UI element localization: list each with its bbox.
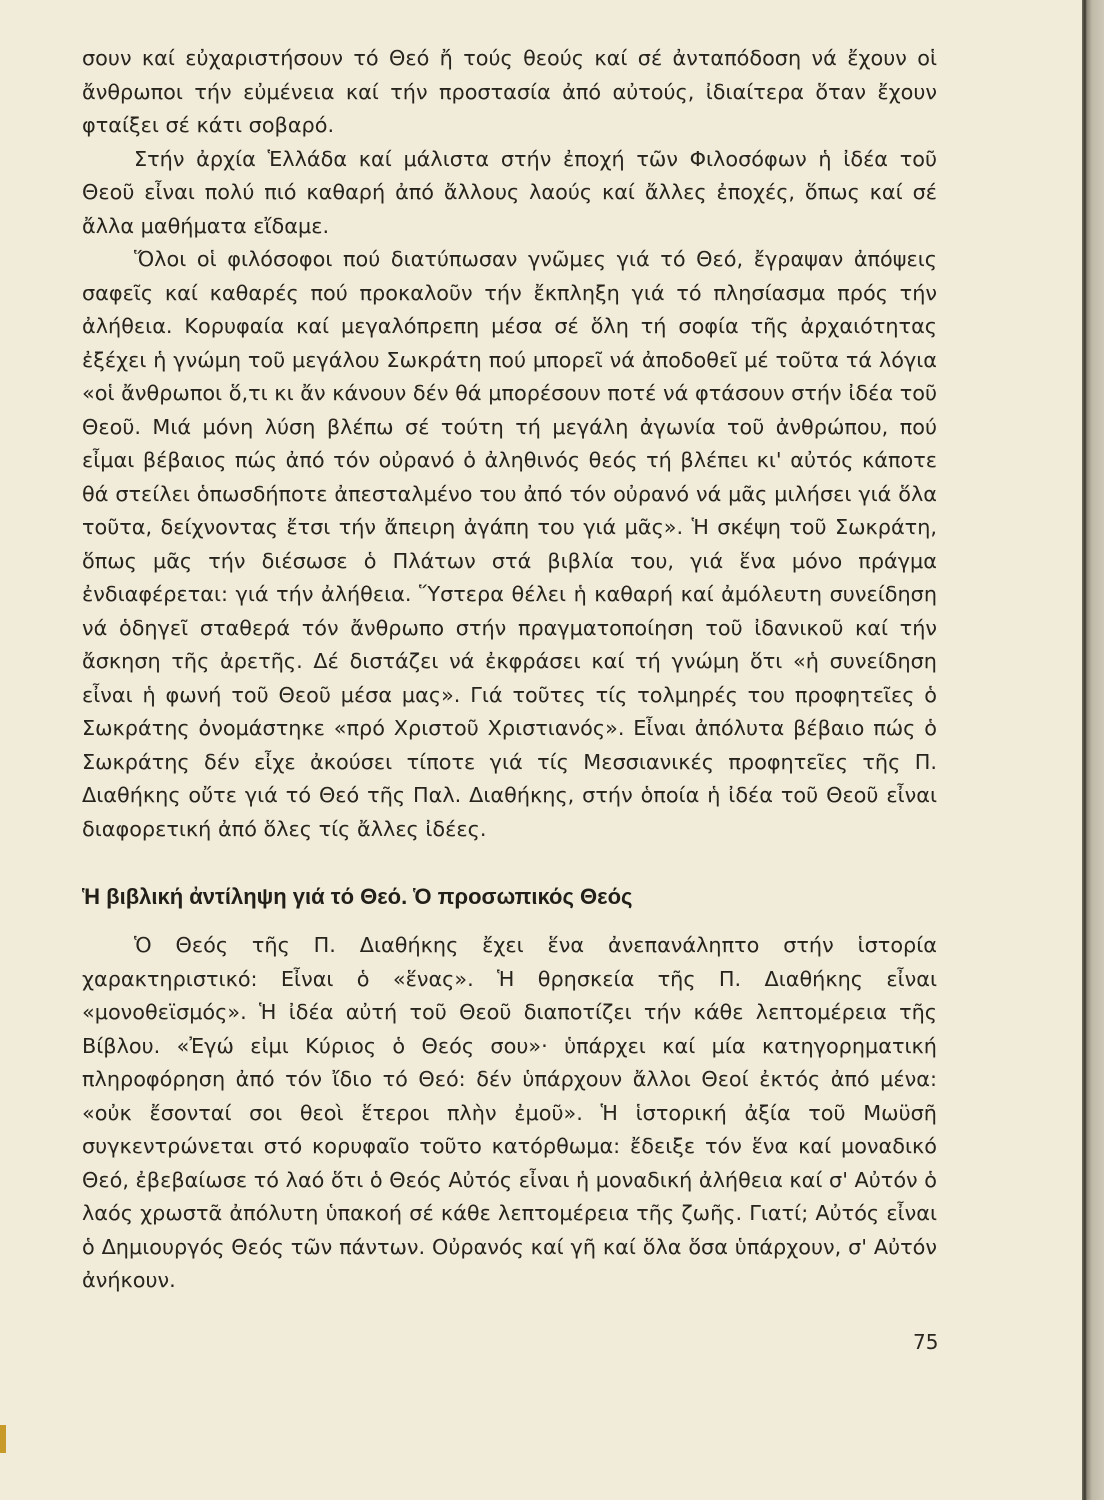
paragraph-ancient-greece: Στήν ἀρχία Ἑλλάδα καί μάλιστα στήν ἐποχή τῶν Φιλοσόφων ἡ ἰδέα τοῦ Θεοῦ εἶναι πολύ πιό καθαρή ἀπό ἄλλους λαούς καί ἄλλες ἐποχές, ὅπως καί σέ ἄλλα μαθήματα εἴδαμε.	[82, 146, 937, 238]
page-number: 75	[913, 1330, 939, 1354]
paragraph-socrates: Ὅλοι οἱ φιλόσοφοι πού διατύπωσαν γνῶμες γιά τό Θεό, ἔγραψαν ἀπόψεις σαφεῖς καί καθαρές πού προκαλοῦν τήν ἔκπληξη γιά τό πλησίασμα πρός τήν ἀλήθεια. Κορυφαία καί μεγαλόπρεπη μέσα σέ ὅλη τή σοφία τῆς ἀρχαιότητας ἐξέχει ἡ γνώμη τοῦ μεγάλου Σωκράτη πού μπορεῖ νά ἀποδοθεῖ μέ τοῦτα τά λόγια «οἱ ἄνθρωποι ὅ,τι κι ἄν κάνουν δέν θά μπορέσουν ποτέ νά φτάσουν στήν ἰδέα τοῦ Θεοῦ. Μιά μόνη λύση βλέπω σέ τούτη τή μεγάλη ἀγωνία τοῦ ἀνθρώπου, πού εἶμαι βέβαιος πώς ἀπό τόν οὐρανό ὁ ἀληθινός θεός τή βλέπει κι' αὐτός κάποτε θά στείλει ὁπωσδήποτε ἀπεσταλμένο του ἀπό τόν οὐρανό νά μᾶς μιλήσει γιά ὅλα τοῦτα, δείχνοντας ἔτσι τήν ἄπειρη ἀγάπη του γιά μᾶς». Ἡ σκέψη τοῦ Σωκράτη, ὅπως μᾶς τήν διέσωσε ὁ Πλάτων στά βιβλία του, γιά ἕνα μόνο πράγμα ἐνδιαφέρεται: γιά τήν ἀλήθεια. Ὕστερα θέλει ἡ καθαρή καί ἀμόλευτη συνείδηση νά ὁδηγεῖ σταθερά τόν ἄνθρωπο στήν πραγματοποίηση τοῦ ἰδανικοῦ καί τήν ἄσκηση τῆς ἀρετῆς. Δέ διστάζει νά ἐκφράσει καί τή γνώμη ὅτι «ἡ συνείδηση εἶναι ἡ φωνή τοῦ Θεοῦ μέσα μας». Γιά τοῦτες τίς τολμηρές του προφητεῖες ὁ Σωκράτης ὀνομάστηκε «πρό Χριστοῦ Χριστιανός». Εἶναι ἀπόλυτα βέβαιο πώς ὁ Σωκράτης δέν εἶχε ἀκούσει τίποτε γιά τίς Μεσσιανικές προφητεῖες τῆς Π. Διαθήκης οὔτε γιά τό Θεό τῆς Παλ. Διαθήκης, στήν ὁποία ἡ ἰδέα τοῦ Θεοῦ εἶναι διαφορετική ἀπό ὅλες τίς ἄλλες ἰδέες.	[82, 247, 937, 841]
edge-mark	[0, 1425, 6, 1453]
page-edge-shadow	[1082, 0, 1104, 1500]
paragraph-monotheism: Ὁ Θεός τῆς Π. Διαθήκης ἔχει ἕνα ἀνεπανάληπτο στήν ἱστορία χαρακτηριστικό: Εἶναι ὁ «ἕνας». Ἡ θρησκεία τῆς Π. Διαθήκης εἶναι «μονοθεϊσμός». Ἡ ἰδέα αὐτή τοῦ Θεοῦ διαποτίζει τήν κάθε λεπτομέρεια τῆς Βίβλου. «Ἐγώ εἰμι Κύριος ὁ Θεός σου»· ὑπάρχει καί μία κατηγορηματική πληροφόρηση ἀπό τόν ἴδιο τό Θεό: δέν ὑπάρχουν ἄλλοι Θεοί ἐκτός ἀπό μένα: «οὐκ ἔσονταί σοι θεοὶ ἕτεροι πλὴν ἐμοῦ». Ἡ ἱστορική ἀξία τοῦ Μωϋσῆ συγκεντρώνεται στό κορυφαῖο τοῦτο κατόρθωμα: ἔδειξε τόν ἕνα καί μοναδικό Θεό, ἐβεβαίωσε τό λαό ὅτι ὁ Θεός Αὐτός εἶναι ἡ μοναδική ἀλήθεια καί σ' Αὐτόν ὁ λαός χρωστᾶ ἀπόλυτη ὑπακοή σέ κάθε λεπτομέρεια τῆς ζωῆς. Γιατί; Αὐτός εἶναι ὁ Δημιουργός Θεός τῶν πάντων. Οὐρανός καί γῆ καί ὅλα ὅσα ὑπάρχουν, σ' Αὐτόν ἀνήκουν.	[82, 933, 937, 1292]
section-heading: Ἡ βιβλική ἀντίληψη γιά τό Θεό. Ὁ προσωπικός Θεός	[82, 884, 633, 909]
paragraph-continuation: σουν καί εὐχαριστήσουν τό Θεό ἤ τούς θεούς καί σέ ἀνταπόδοση νά ἔχουν οἱ ἄνθρωποι τήν εὐμένεια καί τήν προστασία ἀπό αὐτούς, ἰδιαίτερα ὅταν ἔχουν φταίξει σέ κάτι σοβαρό.	[82, 46, 937, 137]
page-text-block	[82, 42, 937, 1298]
